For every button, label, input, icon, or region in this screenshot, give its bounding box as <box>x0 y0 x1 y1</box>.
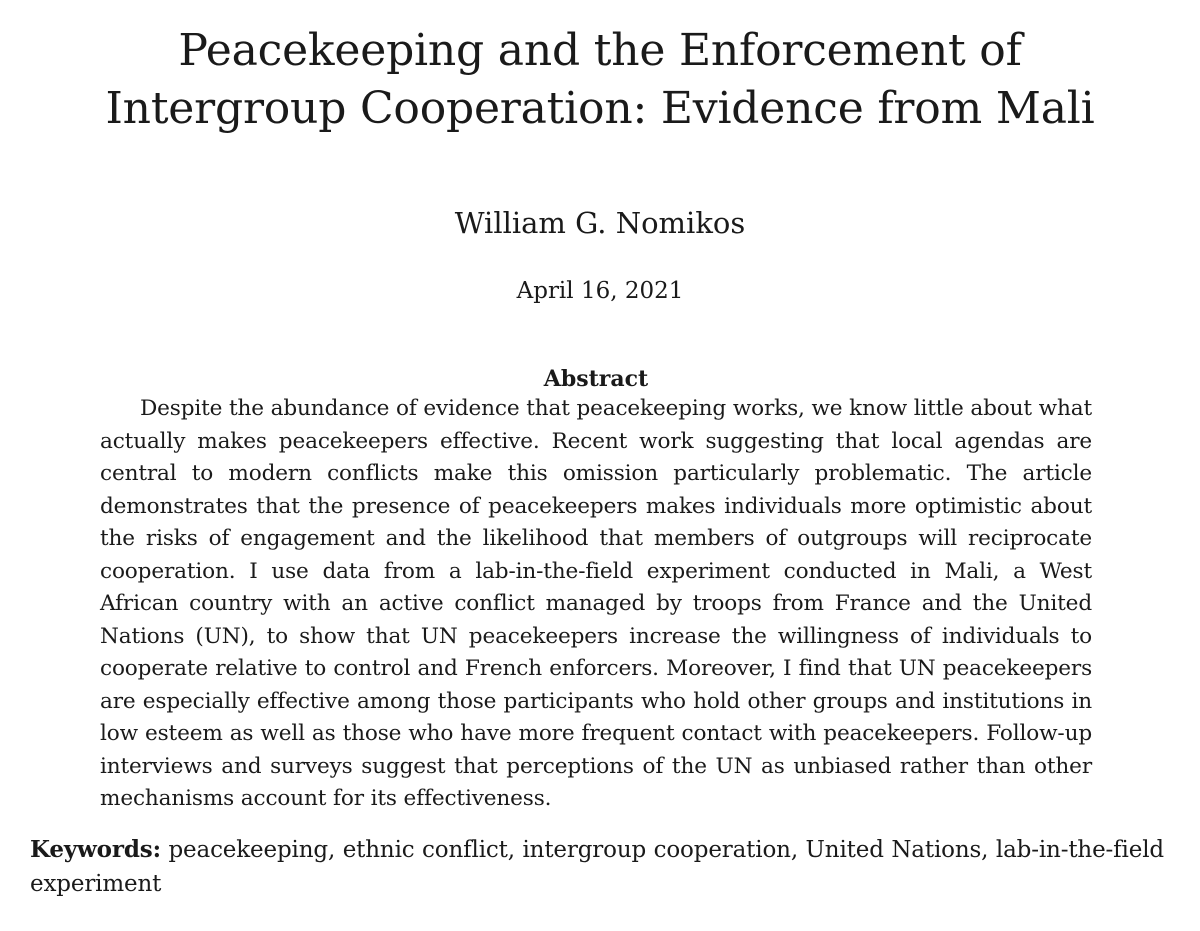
paper-date: April 16, 2021 <box>516 278 684 304</box>
keywords-line <box>30 833 1164 901</box>
abstract-body: Despite the abundance of evidence that peacekeeping works, we know little about what actually makes peacekeepers effective. Recent work suggesting that local agendas are central to modern conflicts make this omission particularly problematic. The article demonstrates that the presence of peacekeepers makes individuals more optimistic about the risks of engagement and the likelihood that members of outgroups will reciprocate cooperation. I use data from a lab-in-the-field experiment conducted in Mali, a West African country with an active conflict managed by troops from France and the United Nations (UN), to show that UN peacekeepers increase the willingness of individuals to cooperate relative to control and French enforcers. Moreover, I find that UN peacekeepers are especially effective among those participants who hold other groups and institutions in low esteem as well as those who have more frequent contact with peacekeepers. Follow-up interviews and surveys suggest that perceptions of the UN as unbiased rather than other mechanisms account for its effectiveness. <box>100 396 1092 811</box>
paper-title: Peacekeeping and the Enforcement of Intergroup Cooperation: Evidence from Mali <box>105 25 1095 134</box>
paper-author: William G. Nomikos <box>454 206 746 240</box>
abstract-heading: Abstract <box>543 366 649 392</box>
keywords-label: Keywords: <box>30 836 161 863</box>
keywords-list: peacekeeping, ethnic conflict, intergroup cooperation, United Nations, lab-in-the-field experiment <box>30 837 1164 897</box>
